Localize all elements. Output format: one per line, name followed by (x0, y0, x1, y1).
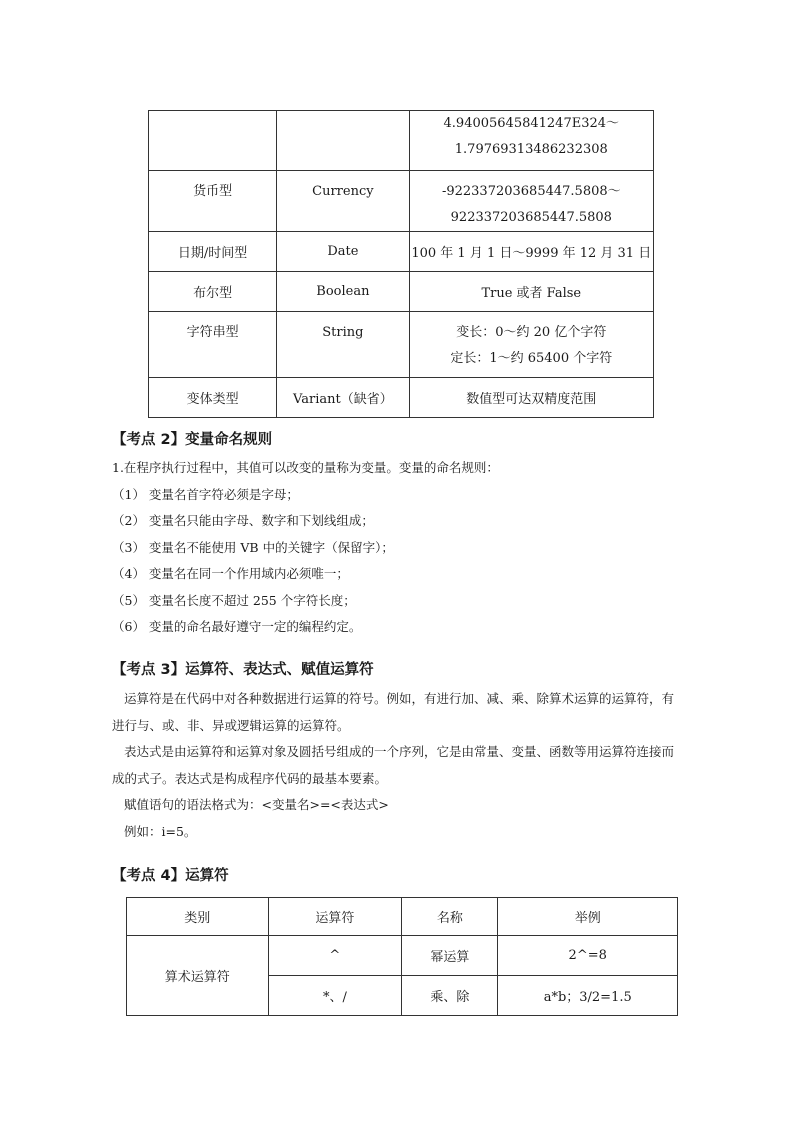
example-cell: a*b；3/2=1.5 (498, 976, 678, 1016)
table-row (149, 111, 654, 171)
range-cell (409, 312, 653, 378)
example-cell: 2^=8 (498, 936, 678, 976)
section2-body (112, 455, 690, 641)
range-line-2: 定长：1～约 65400 个字符 (450, 351, 613, 366)
naming-rule: （2） 变量名只能由字母、数字和下划线组成； (112, 513, 374, 528)
column-header: 名称 (402, 898, 498, 936)
paragraph-line: 进行与、或、非、异或逻辑运算的运算符。 (112, 717, 350, 733)
table-row (127, 936, 678, 976)
type-keyword-cell: String (277, 312, 409, 378)
type-name-cell: 日期/时间型 (149, 232, 277, 272)
naming-rule: （5） 变量名长度不超过 255 个字符长度； (112, 592, 356, 608)
operator-cell: *、/ (268, 976, 402, 1016)
range-cell: 100 年 1 月 1 日～9999 年 12 月 31 日 (409, 232, 653, 272)
naming-rule: （1） 变量名首字符必须是字母； (112, 486, 299, 502)
range-line-1: 变长：0～约 20 亿个字符 (456, 325, 607, 340)
range-line-1: -922337203685447.5808～ (441, 184, 621, 199)
table-cell (277, 111, 409, 171)
table-row (149, 378, 654, 418)
paragraph-line: 成的式子。表达式是构成程序代码的最基本要素。 (112, 770, 388, 786)
table-row (149, 171, 654, 232)
data-type-table (148, 110, 654, 418)
type-keyword-cell: Variant（缺省） (277, 378, 409, 418)
operator-cell: ^ (268, 936, 402, 976)
section-heading: 【考点 4】运算符 (112, 868, 229, 884)
paragraph-line: 赋值语句的语法格式为：<变量名>=<表达式> (124, 797, 389, 812)
operator-name-cell: 幂运算 (402, 936, 498, 976)
naming-rule: （3） 变量名不能使用 VB 中的关键字（保留字）； (112, 539, 394, 555)
type-name-cell: 字符串型 (149, 312, 277, 378)
operator-table (126, 897, 678, 1016)
category-cell: 算术运算符 (127, 936, 269, 1016)
column-header: 类别 (127, 898, 269, 936)
column-header: 举例 (498, 898, 678, 936)
section-heading: 【考点 2】变量命名规则 (112, 432, 273, 448)
table-header-row (127, 898, 678, 936)
type-keyword-cell: Boolean (277, 272, 409, 312)
range-line-2: 1.79769313486232308 (454, 142, 608, 157)
naming-rule: （6） 变量的命名最好遵守一定的编程约定。 (112, 619, 362, 634)
range-cell: 数值型可达双精度范围 (409, 378, 653, 418)
type-name-cell: 变体类型 (149, 378, 277, 418)
paragraph-line: 表达式是由运算符和运算对象及圆括号组成的一个序列，它是由常量、变量、函数等用运算符连接而 (124, 744, 675, 759)
type-name-cell: 货币型 (149, 171, 277, 232)
paragraph-line: 运算符是在代码中对各种数据进行运算的符号。例如，有进行加、减、乘、除算术运算的运算符，有 (124, 691, 675, 706)
range-cell: True 或者 False (409, 272, 653, 312)
table-row (149, 272, 654, 312)
range-line-1: 4.94005645841247E324～ (443, 116, 620, 131)
table-cell (149, 111, 277, 171)
range-cell (409, 171, 653, 232)
column-header: 运算符 (268, 898, 402, 936)
table-cell (409, 111, 653, 171)
type-keyword-cell: Date (277, 232, 409, 272)
section-heading: 【考点 3】运算符、表达式、赋值运算符 (112, 662, 374, 678)
table-row (149, 232, 654, 272)
naming-rule: （4） 变量名在同一个作用域内必须唯一； (112, 566, 349, 581)
section2-intro: 1.在程序执行过程中，其值可以改变的量称为变量。变量的命名规则： (112, 460, 499, 475)
paragraph-line: 例如：i=5。 (124, 823, 197, 839)
type-name-cell: 布尔型 (149, 272, 277, 312)
type-keyword-cell: Currency (277, 171, 409, 232)
section3-body (112, 686, 690, 845)
operator-name-cell: 乘、除 (402, 976, 498, 1016)
range-line-2: 922337203685447.5808 (450, 210, 612, 225)
table-row (149, 312, 654, 378)
